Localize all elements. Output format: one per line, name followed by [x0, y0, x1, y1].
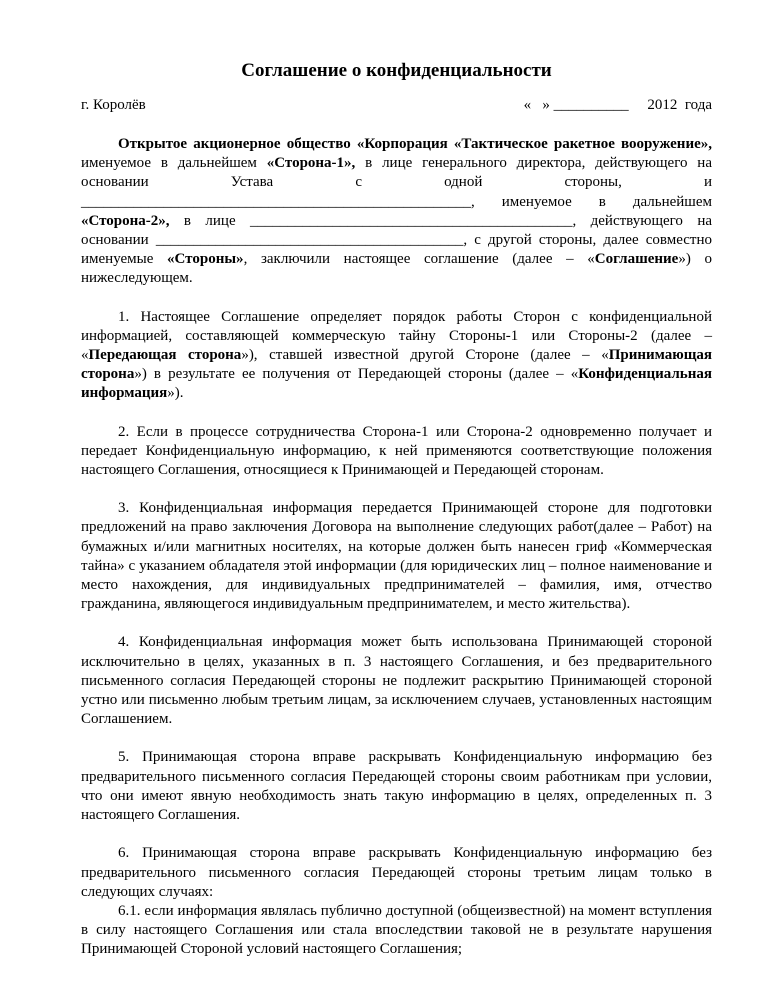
- city: г. Королёв: [81, 97, 146, 113]
- parties-alias: «Стороны»: [167, 251, 244, 268]
- party1-alias: «Сторона-1»,: [266, 155, 356, 172]
- party2-basis-blank: _________________________________________: [155, 232, 464, 249]
- term-confidential-information: Конфиденциальная информация: [81, 366, 712, 402]
- clause-6: 6. Принимающая сторона вправе раскрывать Конфиденциальную информацию без предварительного письменного согласия Передающей стороны третьим лицам только в следующих случаях:: [81, 845, 712, 900]
- term-transmitting-party: Передающая сторона: [88, 347, 242, 364]
- document-title: Соглашение о конфиденциальности: [241, 60, 552, 81]
- clause-4: 4. Конфиденциальная информация может быть использована Принимающей стороной исключительно в целях, указанных в п. 3 настоящего Соглашения, и без предварительного письменного согласия Передающей стороны не подлежит раскрытию Принимающей стороной устно или письменно любым третьим лицам, за исключением случаев, установленных настоящим Соглашением.: [81, 634, 712, 728]
- clause-3: 3. Конфиденциальная информация передается Принимающей стороне для подготовки предложений на право заключения Договора на выполнение следующих работ(далее – Работ) на бумажных и/или магнитных носителях, на которые должен быть нанесен гриф «Коммерческая тайна» с указанием обладателя этой информации (для юридических лиц – полное наименование и место нахождения, для индивидуальных предпринимателей – фамилия, имя, отчество гражданина, являющегося индивидуальным предпринимателем, и место жительства).: [81, 500, 712, 613]
- date-quote-open: «: [523, 97, 532, 113]
- date-blank: __________: [553, 97, 629, 113]
- party1-name: Открытое акционерное общество «Корпорация «Тактическое ракетное вооружение»,: [118, 136, 712, 152]
- date-year: 2012: [647, 97, 678, 113]
- intro-paragraph: Открытое акционерное общество «Корпорация «Тактическое ракетное вооружение», именуемое в дальнейшем «Сторона-1», в лице генерального директора, действующего на основании Устава с одной стороны, и ____________________________________________________, именуемое в дальнейшем «Сторона-2», в лице ___________________________________________, действующего на основании _________________________________________, с другой стороны, далее совместно именуемые «Стороны», заключили настоящее соглашение (далее – «Соглашение») о нижеследующем.: [81, 136, 713, 287]
- clause-6-1: 6.1. если информация являлась публично доступной (общеизвестной) на момент вступления в силу настоящего Соглашения или стала впоследствии таковой не в результате нарушения Принимающей Стороной условий настоящего Соглашения;: [81, 902, 712, 958]
- date-suffix: года: [684, 97, 712, 113]
- party2-name-blank: ____________________________________________________: [81, 193, 471, 210]
- agreement-alias: Соглашение: [594, 251, 679, 268]
- clause-2: 2. Если в процессе сотрудничества Сторона-1 или Сторона-2 одновременно получает и передает Конфиденциальную информацию, к ней применяются соответствующие положения настоящего Соглашения, относящиеся к Принимающей и Передающей сторонам.: [81, 423, 712, 479]
- term-receiving-party: Принимающая сторона: [81, 347, 712, 383]
- date-quote-close: »: [542, 97, 550, 113]
- header-line: [81, 96, 712, 115]
- party2-representative-blank: ___________________________________________: [250, 212, 573, 229]
- party2-alias: «Сторона-2»,: [81, 212, 170, 229]
- clause-1: 1. Настоящее Соглашение определяет порядок работы Сторон с конфиденциальной информацией, составляющей коммерческую тайну Стороны-1 или Стороны-2 (далее – «Передающая сторона»), ставшей известной другой Стороне (далее – «Принимающая сторона») в результате ее получения от Передающей стороны (далее – «Конфиденциальная информация»).: [81, 308, 712, 402]
- clause-5: 5. Принимающая сторона вправе раскрывать Конфиденциальную информацию без предварительного письменного согласия Передающей стороны своим работникам при условии, что они имеют явную необходимость знать такую информацию в целях, определенных п. 3 настоящего Соглашения.: [81, 749, 712, 824]
- date-line: [524, 96, 712, 115]
- document-page: [81, 0, 712, 960]
